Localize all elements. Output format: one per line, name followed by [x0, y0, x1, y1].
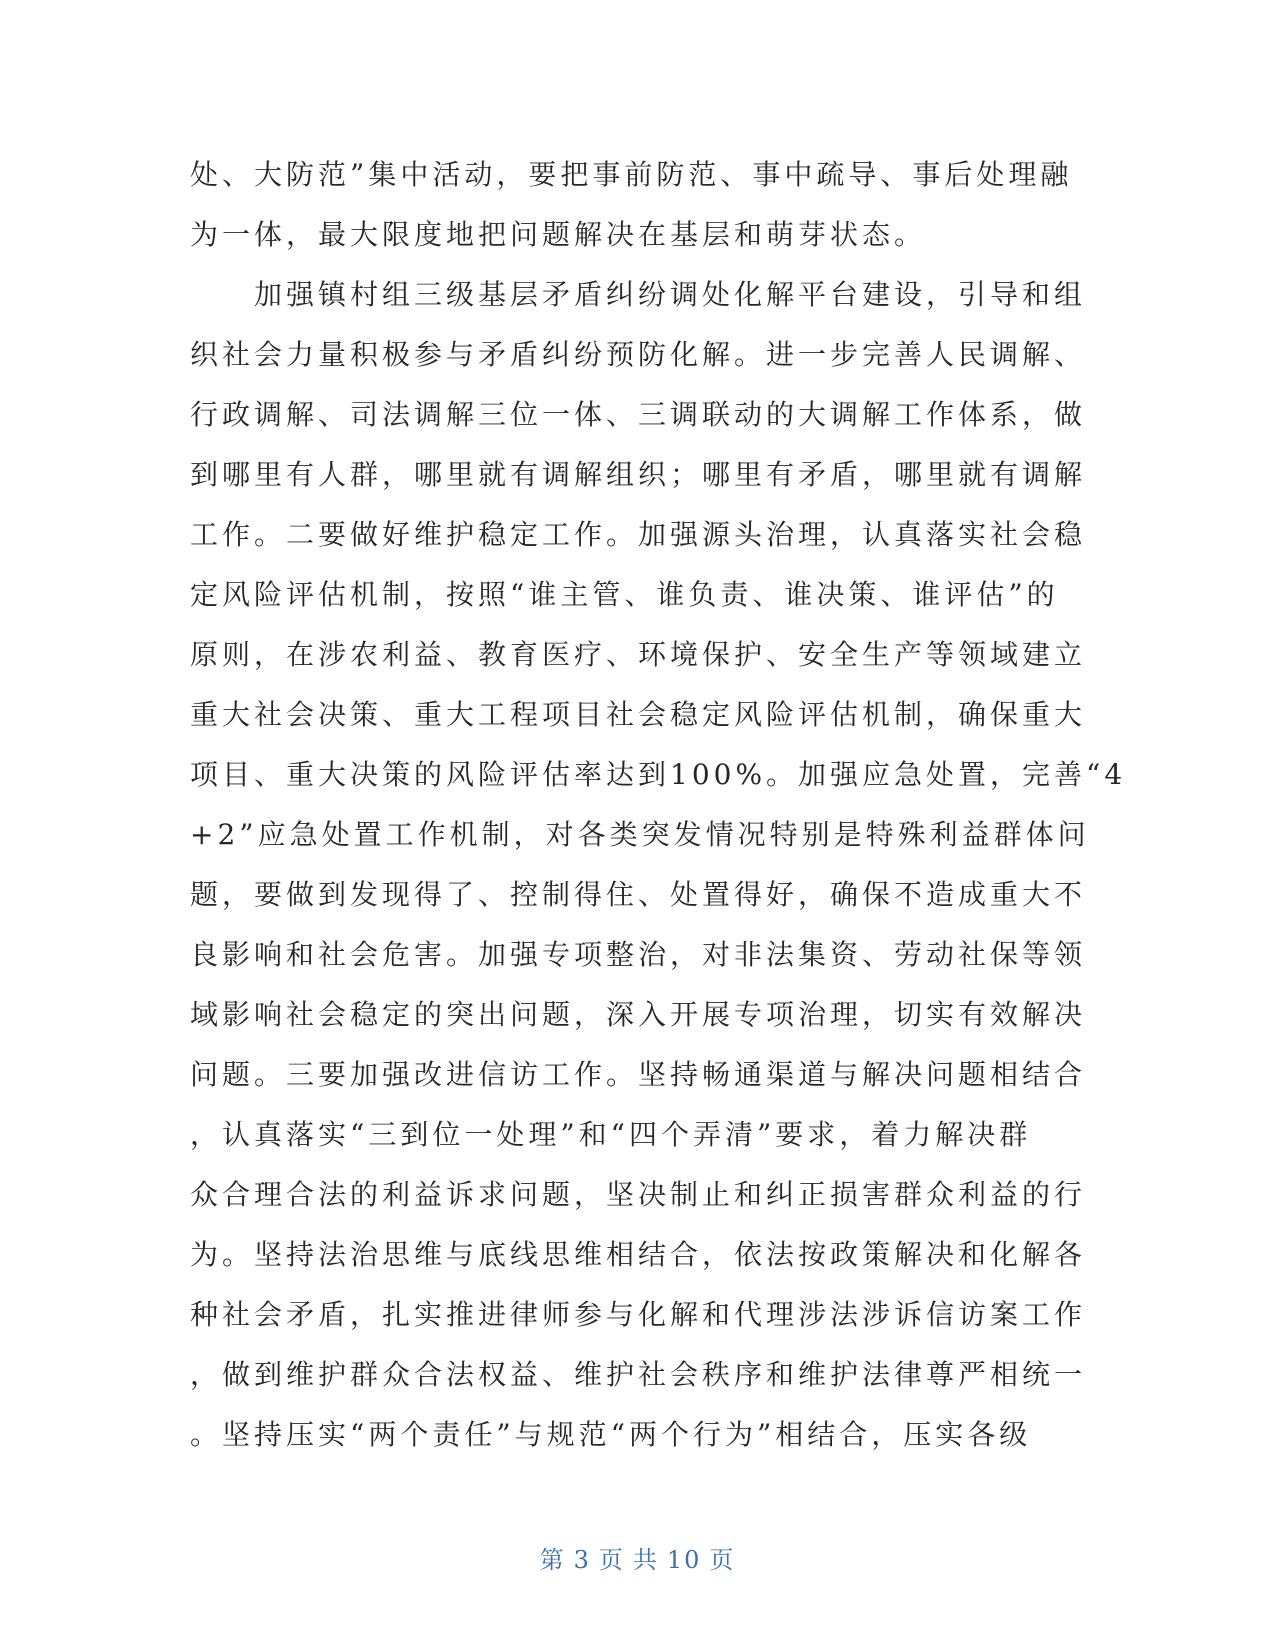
text-line: 织社会力量积极参与矛盾纠纷预防化解。进一步完善人民调解、: [190, 338, 1087, 371]
text-line: 。坚持压实“两个责任”与规范“两个行为”相结合，压实各级: [190, 1418, 1032, 1451]
text-line: 域影响社会稳定的突出问题，深入开展专项治理，切实有效解决: [190, 998, 1087, 1031]
text-line: 重大社会决策、重大工程项目社会稳定风险评估机制，确保重大: [190, 698, 1087, 731]
text-line: 加强镇村组三级基层矛盾纠纷调处化解平台建设，引导和组: [190, 278, 1087, 311]
text-line: 处、大防范”集中活动，要把事前防范、事中疏导、事后处理融: [190, 158, 1073, 191]
text-line: 种社会矛盾，扎实推进律师参与化解和代理涉法涉诉信访案工作: [190, 1298, 1087, 1331]
footer-total-pages: 10: [666, 1546, 702, 1574]
footer-page-prefix: 第: [539, 1546, 566, 1574]
text-line: 到哪里有人群，哪里就有调解组织；哪里有矛盾，哪里就有调解: [190, 458, 1087, 491]
text-line: 为一体，最大限度地把问题解决在基层和萌芽状态。: [190, 218, 927, 251]
text-line: 为。坚持法治思维与底线思维相结合，依法按政策解决和化解各: [190, 1238, 1087, 1271]
page-footer: [0, 1540, 1275, 1575]
footer-total-prefix: 共: [632, 1546, 659, 1574]
footer-page-word: 页: [598, 1546, 625, 1574]
text-line: 项目、重大决策的风险评估率达到100%。加强应急处置，完善“4: [190, 758, 1127, 791]
text-line: 定风险评估机制，按照“谁主管、谁负责、谁决策、谁评估”的: [190, 578, 1059, 611]
text-line: +2”应急处置工作机制，对各类突发情况特别是特殊利益群体问: [190, 818, 1090, 851]
text-line: ，认真落实“三到位一处理”和“四个弄清”要求，着力解决群: [190, 1118, 1032, 1151]
text-line: 工作。二要做好维护稳定工作。加强源头治理，认真落实社会稳: [190, 518, 1087, 551]
text-line: ，做到维护群众合法权益、维护社会秩序和维护法律尊严相统一: [190, 1358, 1087, 1391]
body-text: [190, 145, 1127, 1465]
text-line: 原则，在涉农利益、教育医疗、环境保护、安全生产等领域建立: [190, 638, 1087, 671]
text-line: 众合理合法的利益诉求问题，坚决制止和纠正损害群众利益的行: [190, 1178, 1087, 1211]
text-line: 题，要做到发现得了、控制得住、处置得好，确保不造成重大不: [190, 878, 1087, 911]
footer-total-word: 页: [709, 1546, 736, 1574]
text-line: 良影响和社会危害。加强专项整治，对非法集资、劳动社保等领: [190, 938, 1087, 971]
text-line: 问题。三要加强改进信访工作。坚持畅通渠道与解决问题相结合: [190, 1058, 1087, 1091]
text-line: 行政调解、司法调解三位一体、三调联动的大调解工作体系，做: [190, 398, 1087, 431]
footer-page-number: 3: [573, 1546, 591, 1574]
